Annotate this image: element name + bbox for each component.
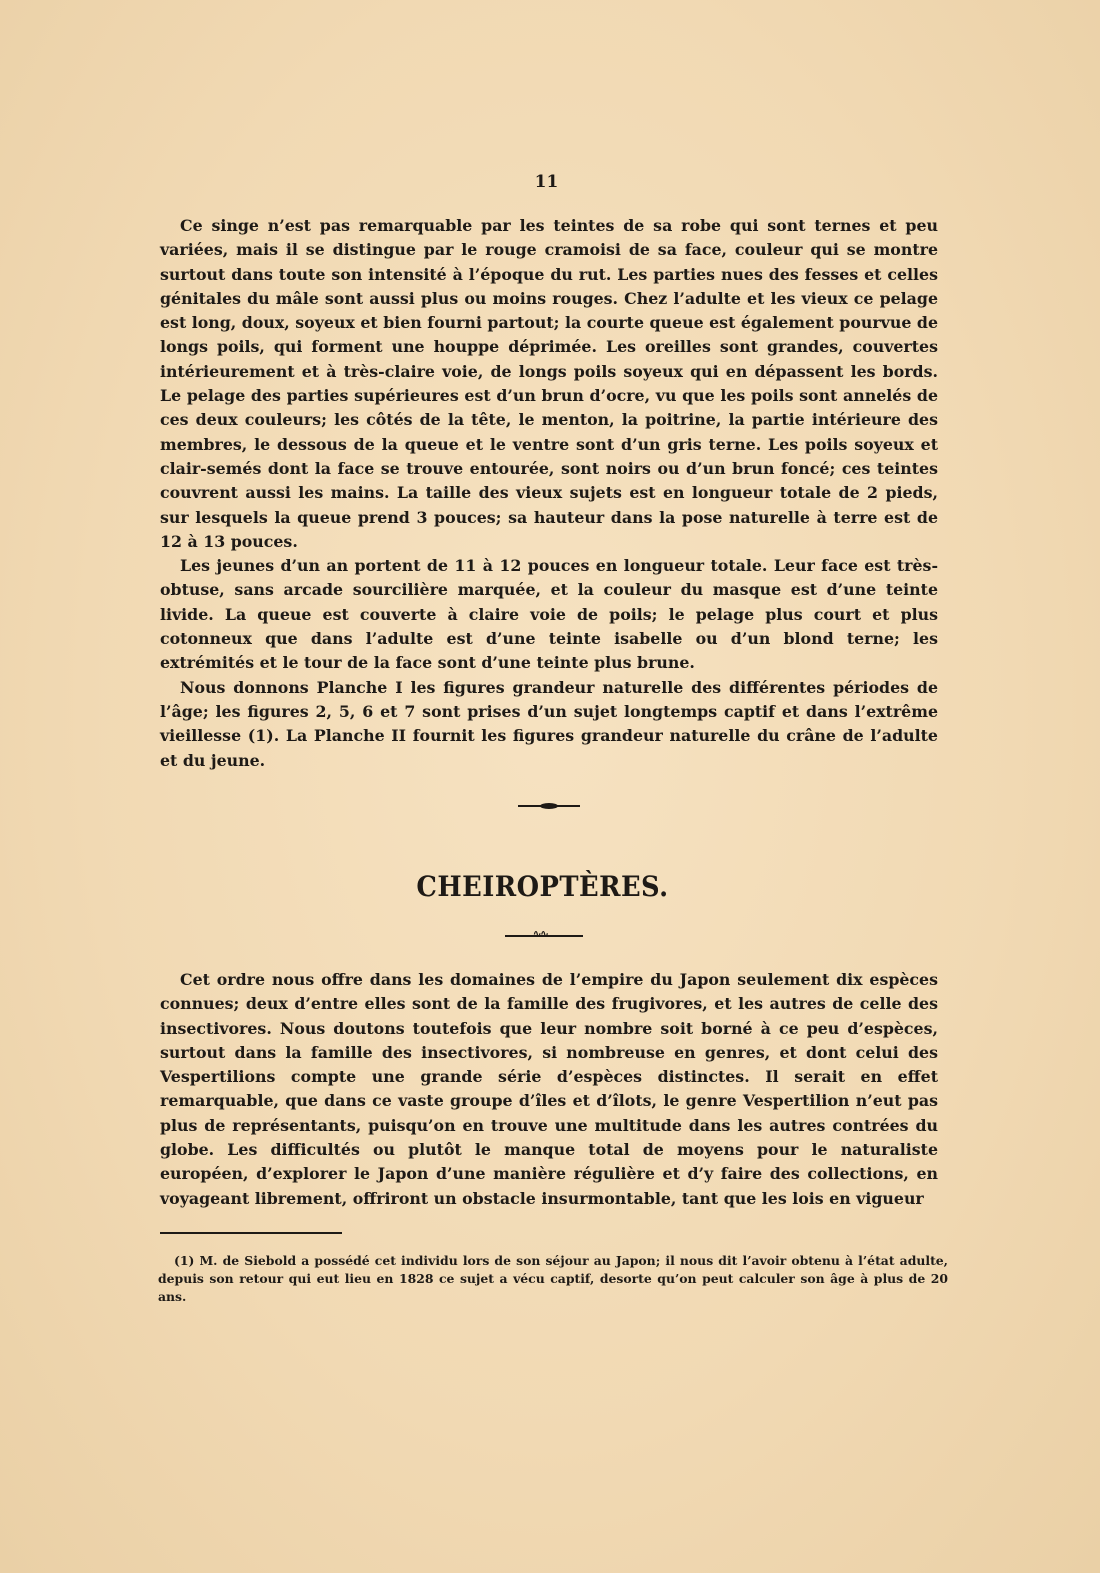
divider-knot — [540, 803, 558, 809]
heading-underline-ornament — [505, 929, 583, 940]
section-divider-ornament — [518, 805, 580, 807]
footnote-rule — [160, 1232, 342, 1234]
paragraph: Cet ordre nous offre dans les domaines de l’empire du Japon seulement dix espèces connues; deux d’entre elles sont de la famille des frugivores, et les autres de celle des insectivores. Nous doutons toutefois que leur nombre soit borné à ce peu d’espèces, surtout dans la famille des insectivores, si nombreuse en genres, et dont celui des Vespertilions compte une grande série d’espèces distinctes. Il serait en effet remarquable, que dans ce vaste groupe d’îles et d’îlots, le genre Vespertilion n’eut pas plus de représentants, puisqu’on en trouve une multitude dans les autres contrées du globe. Les difficultés ou plutôt le manque total de moyens pour le naturaliste européen, d’explorer le Japon d’une manière régulière et d’y faire des collections, en voyageant librement, offriront un obstacle insurmontable, tant que les lois en vigueur — [160, 970, 938, 1208]
wave-ornament: ∿∿ — [533, 929, 548, 940]
footnote-text: (1) M. de Siebold a possédé cet individu lors de son séjour au Japon; il nous dit l’avoir obtenu à l’état adulte, depuis son retour qui eut lieu en 1828 ce sujet a vécu captif, desorte qu’on peut calculer son âge à plus de 20 ans. — [158, 1253, 948, 1304]
body-text-cheiropteres — [160, 968, 938, 1211]
paragraph: Les jeunes d’un an portent de 11 à 12 pouces en longueur totale. Leur face est très-obtuse, sans arcade sourcilière marquée, et la couleur du masque est d’une teinte livide. La queue est couverte à claire voie de poils; le pelage plus court et plus cotonneux que dans l’adulte est d’une teinte isabelle ou d’un blond terne; les extrémités et le tour de la face sont d’une teinte plus brune. — [160, 556, 938, 673]
body-text-macaque — [160, 214, 938, 773]
footnote — [158, 1252, 948, 1306]
section-heading: CHEIROPTÈRES. — [416, 870, 669, 903]
paragraph: Nous donnons Planche I les figures grandeur naturelle des différentes périodes de l’âge; les figures 2, 5, 6 et 7 sont prises d’un sujet longtemps captif et dans l’extrême vieillesse (1). La Planche II fournit les figures grandeur naturelle du crâne de l’adulte et du jeune. — [160, 677, 938, 770]
paragraph: Ce singe n’est pas remarquable par les teintes de sa robe qui sont ternes et peu variées, mais il se distingue par le rouge cramoisi de sa face, couleur qui se montre surtout dans toute son intensité à l’époque du rut. Les parties nues des fesses et celles génitales du mâle sont aussi plus ou moins rouges. Chez l’adulte et les vieux ce pelage est long, doux, soyeux et bien fourni partout; la courte queue est également pourvue de longs poils, qui forment une houppe déprimée. Les oreilles sont grandes, couvertes intérieurement et à très-claire voie, de longs poils soyeux qui en dépassent les bords. Le pelage des parties supérieures est d’un brun d’ocre, vu que les poils sont annelés de ces deux couleurs; les côtés de la tête, le menton, la poitrine, la partie intérieure des membres, le dessous de la queue et le ventre sont d’un gris terne. Les poils soyeux et clair-semés dont la face se trouve entourée, sont noirs ou d’un brun foncé; ces teintes couvrent aussi les mains. La taille des vieux sujets est en longueur totale de 2 pieds, sur lesquels la queue prend 3 pouces; sa hauteur dans la pose naturelle à terre est de 12 à 13 pouces. — [160, 216, 938, 551]
page-number: 11 — [534, 172, 559, 192]
